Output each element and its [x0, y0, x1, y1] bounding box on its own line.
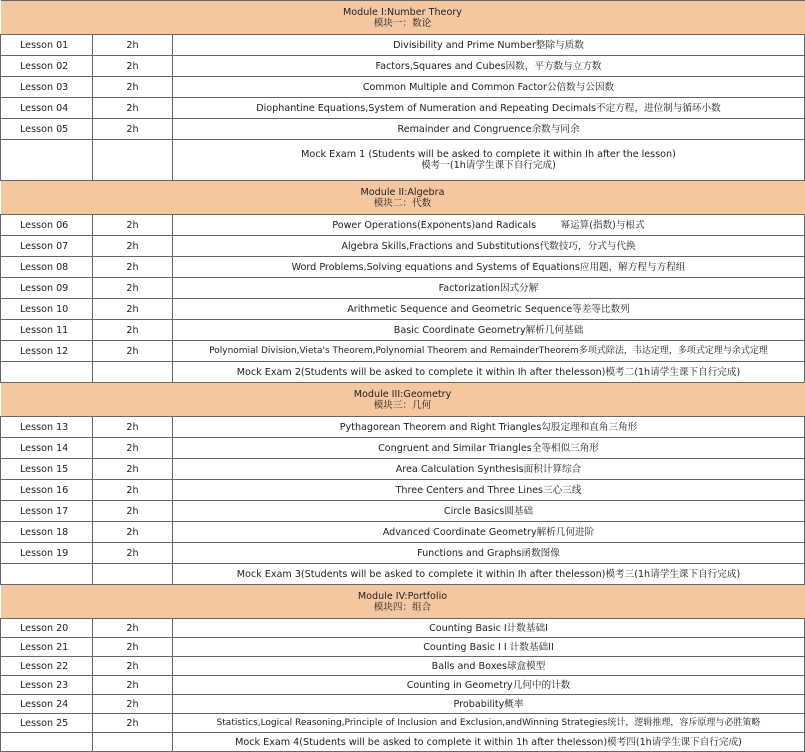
hours-cell: 2h — [93, 299, 173, 320]
lesson-cell: Lesson 16 — [1, 480, 93, 501]
lesson-cell: Lesson 12 — [1, 341, 93, 362]
mock-exam-row — [1, 140, 805, 181]
table-row — [1, 35, 805, 56]
topic-cell: Arithmetic Sequence and Geometric Sequence等差等比数列 — [173, 299, 805, 320]
mock-exam-cell: Mock Exam 2(Students will be asked to complete it within Ih after thelesson)模考二(1h请学生课下自行完成) — [173, 362, 805, 383]
lesson-cell: Lesson 11 — [1, 320, 93, 341]
hours-cell: 2h — [93, 638, 173, 657]
table-row — [1, 676, 805, 695]
table-row — [1, 638, 805, 657]
lesson-cell: Lesson 14 — [1, 438, 93, 459]
hours-cell: 2h — [93, 98, 173, 119]
lesson-cell: Lesson 20 — [1, 619, 93, 638]
lesson-cell: Lesson 03 — [1, 77, 93, 98]
table-row — [1, 657, 805, 676]
table-row — [1, 236, 805, 257]
mock-exam-text: Mock Exam 1 (Students will be asked to complete it within Ih after the lesson) — [301, 149, 676, 160]
hours-cell: 2h — [93, 341, 173, 362]
topic-cell: Diophantine Equations,System of Numeration and Repeating Decimals不定方程，进位制与循环小数 — [173, 98, 805, 119]
table-row — [1, 438, 805, 459]
table-row — [1, 56, 805, 77]
topic-cell: Functions and Graphs函数图像 — [173, 543, 805, 564]
hours-cell: 2h — [93, 236, 173, 257]
module-subtitle: 模块三：几何 — [373, 399, 432, 411]
empty-cell — [93, 362, 173, 383]
empty-cell — [1, 733, 93, 752]
lesson-cell: Lesson 19 — [1, 543, 93, 564]
table-row — [1, 119, 805, 140]
hours-cell: 2h — [93, 77, 173, 98]
module-header-row — [1, 181, 805, 215]
topic-cell: Common Multiple and Common Factor公倍数与公因数 — [173, 77, 805, 98]
lesson-cell: Lesson 10 — [1, 299, 93, 320]
table-row — [1, 257, 805, 278]
hours-cell: 2h — [93, 543, 173, 564]
topic-cell: Algebra Skills,Fractions and Substitutions代数技巧，分式与代换 — [173, 236, 805, 257]
module-header — [1, 1, 805, 35]
topic-cell: Factorization因式分解 — [173, 278, 805, 299]
table-row — [1, 278, 805, 299]
lesson-cell: Lesson 17 — [1, 501, 93, 522]
topic-cell: Congruent and Similar Triangles全等相似三角形 — [173, 438, 805, 459]
mock-exam-text-cn: 模考一(1h请学生课下自行完成) — [421, 160, 556, 171]
mock-exam-row — [1, 362, 805, 383]
module-header — [1, 383, 805, 417]
lesson-cell: Lesson 24 — [1, 695, 93, 714]
hours-cell: 2h — [93, 695, 173, 714]
lesson-cell: Lesson 15 — [1, 459, 93, 480]
topic-cell: Area Calculation Synthesis面积计算综合 — [173, 459, 805, 480]
lesson-cell: Lesson 06 — [1, 215, 93, 236]
table-row — [1, 695, 805, 714]
mock-exam-cell: Mock Exam 3(Students will be asked to complete it within Ih after thelesson)模考三(1h请学生课下自行完成) — [173, 564, 805, 585]
topic-cell: Counting Basic I计数基础I — [173, 619, 805, 638]
hours-cell: 2h — [93, 278, 173, 299]
module-header-row — [1, 1, 805, 35]
lesson-cell: Lesson 25 — [1, 714, 93, 733]
lesson-cell: Lesson 09 — [1, 278, 93, 299]
table-row — [1, 459, 805, 480]
topic-cell: Pythagorean Theorem and Right Triangles勾股定理和直角三角形 — [173, 417, 805, 438]
topic-cell: Circle Basics圆基础 — [173, 501, 805, 522]
topic-cell: Counting in Geometry几何中的计数 — [173, 676, 805, 695]
empty-cell — [1, 564, 93, 585]
lesson-cell: Lesson 07 — [1, 236, 93, 257]
topic-cell: Remainder and Congruence余数与同余 — [173, 119, 805, 140]
mock-exam-row — [1, 733, 805, 752]
topic-cell: Basic Coordinate Geometry解析几何基础 — [173, 320, 805, 341]
module-title: Module II:Algebra — [360, 186, 445, 198]
hours-cell: 2h — [93, 56, 173, 77]
module-title: Module I:Number Theory — [343, 6, 462, 18]
table-row — [1, 98, 805, 119]
lesson-cell: Lesson 22 — [1, 657, 93, 676]
lesson-cell: Lesson 01 — [1, 35, 93, 56]
mock-exam-cell: Mock Exam 4(Students will be asked to complete it within 1h after thelesson)模考四(1h请学生课下自行完成) — [173, 733, 805, 752]
mock-exam-cell — [173, 140, 805, 181]
lesson-cell: Lesson 18 — [1, 522, 93, 543]
table-row — [1, 619, 805, 638]
module-subtitle: 模块一：数论 — [373, 17, 432, 29]
lesson-cell: Lesson 05 — [1, 119, 93, 140]
empty-cell — [1, 362, 93, 383]
topic-cell: Divisibility and Prime Number整除与质数 — [173, 35, 805, 56]
hours-cell: 2h — [93, 459, 173, 480]
module-subtitle: 模块二：代数 — [373, 197, 432, 209]
topic-cell: Power Operations(Exponents)and Radicals 幂运算(指数)与根式 — [173, 215, 805, 236]
module-header-row — [1, 383, 805, 417]
topic-cell: Statistics,Logical Reasoning,Principle of Inclusion and Exclusion,andWinning Strategies统计，逻辑推理，容斥原理与必胜策略 — [173, 714, 805, 733]
mock-exam-row — [1, 564, 805, 585]
topic-cell: Probability概率 — [173, 695, 805, 714]
topic-cell: Balls and Boxes球盒模型 — [173, 657, 805, 676]
topic-cell: Word Problems,Solving equations and Systems of Equations应用题，解方程与方程组 — [173, 257, 805, 278]
hours-cell: 2h — [93, 215, 173, 236]
hours-cell: 2h — [93, 257, 173, 278]
module-title: Module III:Geometry — [353, 388, 452, 400]
table-row — [1, 522, 805, 543]
empty-cell — [93, 564, 173, 585]
lesson-cell: Lesson 02 — [1, 56, 93, 77]
table-row — [1, 215, 805, 236]
module-header — [1, 585, 805, 619]
table-row — [1, 320, 805, 341]
empty-cell — [93, 140, 173, 181]
empty-cell — [93, 733, 173, 752]
hours-cell: 2h — [93, 501, 173, 522]
module-header-row — [1, 585, 805, 619]
hours-cell: 2h — [93, 438, 173, 459]
hours-cell: 2h — [93, 657, 173, 676]
lesson-cell: Lesson 08 — [1, 257, 93, 278]
lesson-cell: Lesson 04 — [1, 98, 93, 119]
topic-cell: Factors,Squares and Cubes因数，平方数与立方数 — [173, 56, 805, 77]
hours-cell: 2h — [93, 676, 173, 695]
table-row — [1, 714, 805, 733]
topic-cell: Polynomial Division,Vieta's Theorem,Polynomial Theorem and RemainderTheorem多项式除法，韦达定理，多项式定理与余式定理 — [173, 341, 805, 362]
module-header — [1, 181, 805, 215]
lesson-cell: Lesson 21 — [1, 638, 93, 657]
topic-cell: Counting Basic I I 计数基础II — [173, 638, 805, 657]
hours-cell: 2h — [93, 522, 173, 543]
module-subtitle: 模块四：组合 — [373, 601, 432, 613]
hours-cell: 2h — [93, 320, 173, 341]
lesson-cell: Lesson 23 — [1, 676, 93, 695]
hours-cell: 2h — [93, 35, 173, 56]
hours-cell: 2h — [93, 480, 173, 501]
topic-cell: Advanced Coordinate Geometry解析几何进阶 — [173, 522, 805, 543]
table-row — [1, 543, 805, 564]
hours-cell: 2h — [93, 714, 173, 733]
table-row — [1, 417, 805, 438]
hours-cell: 2h — [93, 417, 173, 438]
table-row — [1, 341, 805, 362]
lesson-cell: Lesson 13 — [1, 417, 93, 438]
empty-cell — [1, 140, 93, 181]
table-row — [1, 77, 805, 98]
hours-cell: 2h — [93, 119, 173, 140]
table-row — [1, 480, 805, 501]
module-title: Module IV:Portfolio — [357, 590, 448, 602]
hours-cell: 2h — [93, 619, 173, 638]
table-row — [1, 501, 805, 522]
table-row — [1, 299, 805, 320]
topic-cell: Three Centers and Three Lines三心三线 — [173, 480, 805, 501]
